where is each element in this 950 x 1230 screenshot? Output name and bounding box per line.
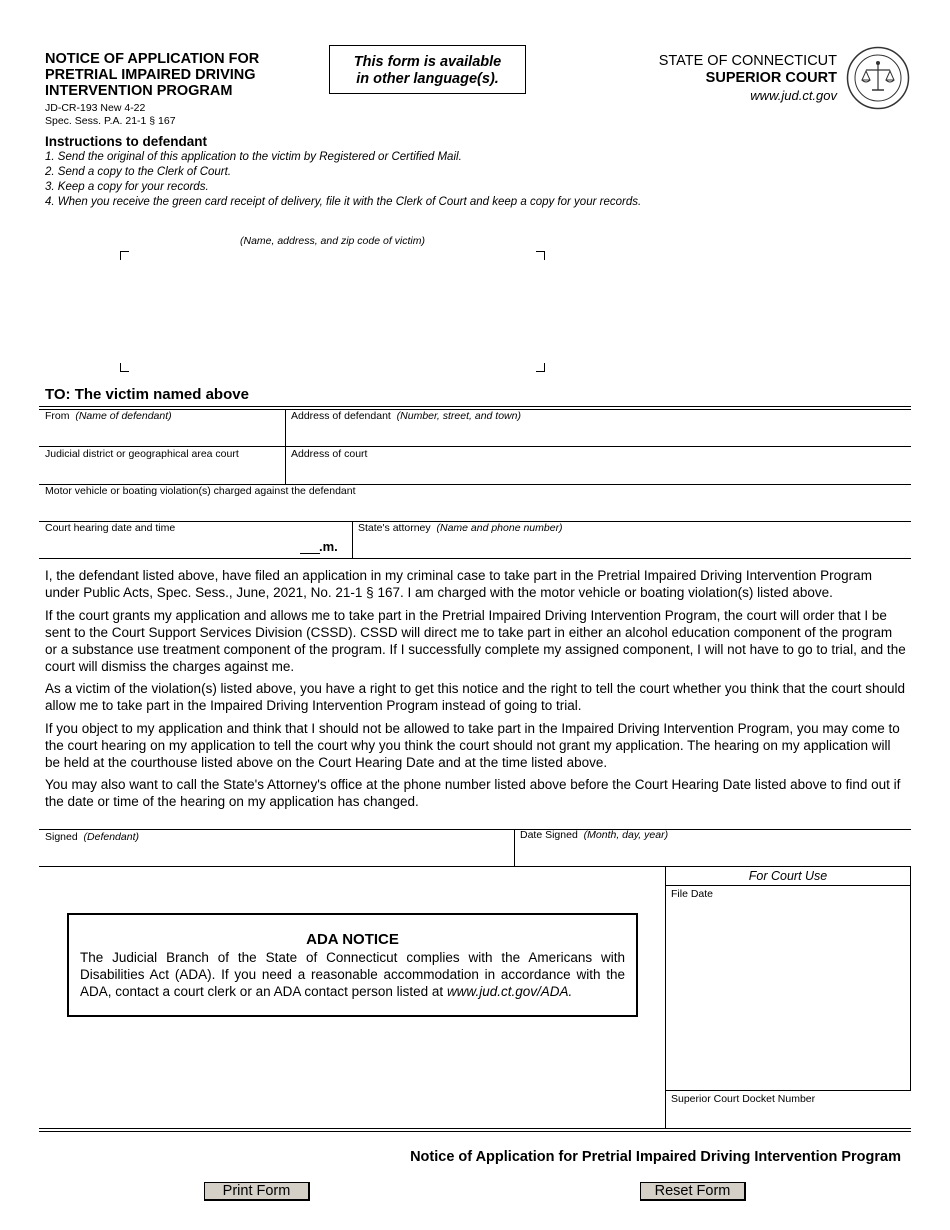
file-date-label: File Date <box>671 888 714 900</box>
instruction-item: 1. Send the original of this application to the victim by Registered or Certified Mail. <box>45 151 462 163</box>
form-title-line: PRETRIAL IMPAIRED DRIVING <box>45 67 256 83</box>
body-paragraph: I, the defendant listed above, have filed an application in my criminal case to take part in the Pretrial Impaired Driving Intervention Program under Public Acts, Spec. Sess., June, 2021, No. 21-1 § 167. I am charged with the motor vehicle or boating violation(s) listed above. <box>45 568 872 600</box>
corner-mark-top-right <box>536 251 545 260</box>
court-header <box>659 53 837 104</box>
victim-address-label: (Name, address, and zip code of victim) <box>240 235 425 247</box>
body-paragraph: If the court grants my application and allows me to take part in the Pretrial Impaired Driving Intervention Program, the court will order that I be sent to the Court Support Services Division (CSSD). CSSD will direct me to take part in either an alcohol education component of the program or a substance use treatment component of the program. If I successfully complete my assigned component, I will not have to go to trial, and the court will dismiss the charges against me. <box>45 608 906 674</box>
footer-rule-top <box>39 1128 911 1129</box>
docket-column-divider <box>665 1091 666 1128</box>
body-paragraph: You may also want to call the State's Attorney's office at the phone number listed above before the Court Hearing Date listed above to find out if the date or time of the hearing on my application has changed. <box>45 777 901 809</box>
double-rule-top <box>39 406 911 407</box>
victim-address-field[interactable] <box>130 258 534 362</box>
footer-rule-bottom <box>39 1131 911 1132</box>
ada-notice-body: The Judicial Branch of the State of Connecticut complies with the Americans with Disabilities Act (ADA). If you need a reasonable accommodation in accordance with the ADA, contact a court clerk or an ADA contact person listed at <box>80 950 625 999</box>
defendant-address-label: Address of defendant (Number, street, and town) <box>291 410 521 422</box>
form-code: JD-CR-193 New 4-22 <box>45 102 146 114</box>
from-field[interactable] <box>42 424 282 444</box>
corner-mark-top-left <box>120 251 129 260</box>
body-paragraph: If you object to my application and think that I should not be allowed to take part in the Impaired Driving Intervention Program, you may come to the court hearing on my application to tell the court why you think the court should not grant my application. The hearing on my application will be held at the courthouse listed above on the Court Hearing Date and at the time listed above. <box>45 721 900 770</box>
column-divider <box>352 521 353 558</box>
row-divider <box>39 558 911 559</box>
corner-mark-bottom-right <box>536 363 545 372</box>
lower-section-rule <box>39 866 666 867</box>
attorney-label: State's attorney (Name and phone number) <box>358 522 563 534</box>
form-title <box>45 51 325 128</box>
judicial-branch-seal-icon <box>846 46 910 110</box>
from-label: From (Name of defendant) <box>45 410 172 422</box>
ada-link[interactable]: www.jud.ct.gov/ADA. <box>446 984 573 999</box>
signature-field[interactable] <box>42 845 510 865</box>
hearing-field[interactable] <box>42 536 296 556</box>
instruction-item: 2. Send a copy to the Clerk of Court. <box>45 166 232 178</box>
violation-label: Motor vehicle or boating violation(s) charged against the defendant <box>45 485 356 497</box>
court-address-field[interactable] <box>288 462 908 482</box>
court-use-box <box>665 866 911 1091</box>
ampm-suffix: .m. <box>319 539 338 554</box>
signature-rule-top <box>39 829 911 830</box>
to-heading: TO: The victim named above <box>45 386 249 403</box>
docket-number-field[interactable] <box>668 1107 908 1127</box>
court-use-title: For Court Use <box>666 867 910 886</box>
ampm-field[interactable] <box>300 539 320 553</box>
attorney-field[interactable] <box>355 536 908 556</box>
date-signed-label: Date Signed (Month, day, year) <box>520 829 669 841</box>
violation-field[interactable] <box>42 499 908 519</box>
signature-column-divider <box>514 829 515 866</box>
hearing-label: Court hearing date and time <box>45 522 176 534</box>
footer-title: Notice of Application for Pretrial Impaired Driving Intervention Program <box>410 1149 901 1165</box>
print-form-button[interactable]: Print Form <box>204 1182 310 1201</box>
instruction-item: 3. Keep a copy for your records. <box>45 181 209 193</box>
defendant-address-field[interactable] <box>288 424 908 444</box>
language-notice-line: in other language(s). <box>356 71 499 87</box>
form-title-line: NOTICE OF APPLICATION FOR <box>45 51 260 67</box>
state-name: STATE OF CONNECTICUT <box>658 53 837 69</box>
instructions-list <box>45 150 641 210</box>
corner-mark-bottom-left <box>120 363 129 372</box>
ada-notice-title: ADA NOTICE <box>306 931 399 948</box>
ada-notice-box <box>67 913 638 1017</box>
date-signed-field[interactable] <box>517 845 908 865</box>
column-divider <box>285 409 286 484</box>
instructions-title: Instructions to defendant <box>45 134 207 149</box>
ada-notice-text <box>80 949 625 1000</box>
court-address-label: Address of court <box>291 448 368 460</box>
form-title-line: INTERVENTION PROGRAM <box>45 83 233 99</box>
row-divider <box>39 446 911 447</box>
instruction-item: 4. When you receive the green card receipt of delivery, file it with the Clerk of Court and keep a copy for your records. <box>45 196 642 208</box>
ampm-underline <box>300 553 320 554</box>
docket-number-label: Superior Court Docket Number <box>671 1093 816 1105</box>
language-notice-line: This form is available <box>353 54 502 70</box>
district-field[interactable] <box>42 462 282 482</box>
body-paragraph: As a victim of the violation(s) listed above, you have a right to get this notice and the right to tell the court whether you think that the court should allow me to take part in the Impaired Driving Intervention Program instead of going to trial. <box>45 681 905 713</box>
form-statute: Spec. Sess. P.A. 21-1 § 167 <box>45 115 176 127</box>
district-label: Judicial district or geographical area court <box>45 448 239 460</box>
signed-label: Signed (Defendant) <box>45 831 139 843</box>
reset-form-button[interactable]: Reset Form <box>640 1182 746 1201</box>
court-website: www.jud.ct.gov <box>750 88 837 103</box>
court-name: SUPERIOR COURT <box>705 70 837 86</box>
language-notice-box[interactable] <box>329 45 526 94</box>
